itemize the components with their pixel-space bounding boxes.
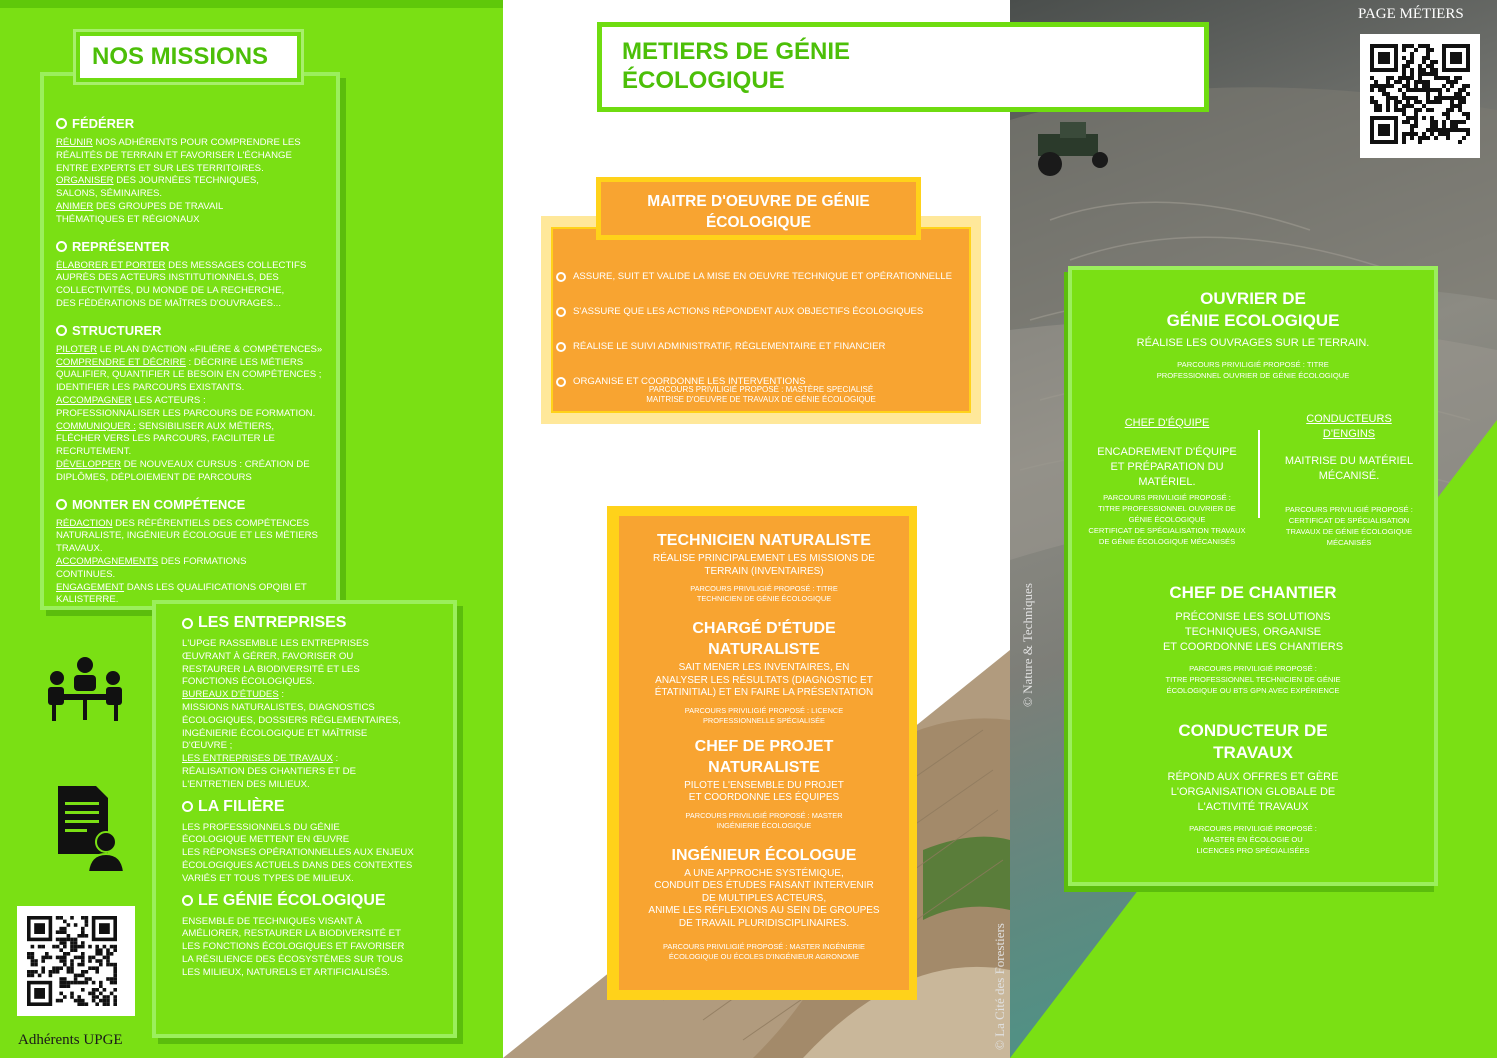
line-text: MISSIONS NATURALISTES, DIAGNOSTICS (182, 701, 375, 713)
column-divider (1258, 430, 1260, 518)
job-parcours (619, 942, 909, 962)
section-line (56, 369, 341, 382)
text-line: DE GÉNIE ÉCOLOGIQUE MÉCANISÉS (1098, 537, 1236, 546)
moe-card (551, 227, 971, 413)
section-line (182, 753, 457, 766)
line-text: ŒUVRANT À GÉRER, FAVORISER OU (182, 650, 354, 662)
missions-title: NOS MISSIONS (92, 43, 269, 70)
text-line: TRAVAUX DE GÉNIE ÉCOLOGIQUE (1285, 527, 1413, 536)
line-text: RÉALISATION DES CHANTIERS ET DE (182, 765, 356, 777)
line-text: ENTRE EXPERTS ET SUR LES TERRITOIRES. (56, 162, 264, 174)
line-text: SENSIBILISER AUX MÉTIERS, (135, 420, 275, 432)
section-heading (182, 798, 457, 816)
qr-code-icon (1360, 34, 1480, 158)
line-text: DES FÉDÉRATIONS DE MAÎTRES D'OUVRAGES... (56, 297, 282, 309)
section-line (182, 651, 457, 664)
text-line: LICENCES PRO SPÉCIALISÉES (1196, 846, 1310, 855)
circle-bullet-icon (56, 325, 67, 336)
section-line (182, 728, 457, 741)
section-line (56, 298, 341, 311)
circle-bullet-icon (56, 499, 67, 510)
conducteur-travaux-section (1072, 720, 1434, 856)
line-text: RECRUTEMENT. (56, 446, 132, 458)
text-line: CHEF DE CHANTIER (1169, 583, 1337, 602)
line-text: AMÉLIORER, RESTAURER LA BIODIVERSITÉ ET (182, 928, 401, 940)
section-line (56, 459, 341, 472)
section-body (56, 260, 341, 311)
job-title-line: INGÉNIEUR ÉCOLOGUE (671, 846, 857, 864)
text-line: PARCOURS PRIVILIGIÉ PROPOSÉ : TITRE (1177, 360, 1329, 369)
underlined-keyword: COMMUNIQUER : (56, 420, 136, 432)
line-text: NOS ADHÉRENTS POUR COMPRENDRE LES (92, 137, 301, 148)
job-parcours-line: PARCOURS PRIVILIGIÉ PROPOSÉ : TITRE (690, 584, 838, 593)
section-line (182, 822, 457, 835)
moe-item-text: ORGANISE ET COORDONNE LES INTERVENTIONS (573, 376, 806, 387)
ouvrier-section (1072, 288, 1434, 381)
job-title (619, 530, 909, 551)
line-text: DES JOURNÉES TECHNIQUES, (113, 175, 259, 187)
section-line (56, 530, 341, 543)
text-line: MASTER EN ÉCOLOGIE OU (1203, 835, 1303, 844)
missions-title-box (76, 32, 301, 82)
moe-items (556, 259, 966, 399)
moe-parcours: PARCOURS PRIVILIGIÉ PROPOSÉ : MASTÈRE SPECIALISÉ MAITRISE D'OEUVRE DE TRAVAUX DE GÉNIE ÉCOLOGIQUE (646, 385, 876, 404)
job-parcours-line: TECHNICIEN DE GÉNIE ÉCOLOGIQUE (696, 594, 832, 603)
section-heading (56, 497, 341, 512)
line-text: KALISTERRE. (56, 594, 119, 606)
ouvrier-card (1068, 266, 1438, 886)
section-line (182, 967, 457, 980)
section-line (56, 357, 341, 370)
line-text: LA RÉSILIENCE DES ÉCOSYSTÈMES SUR TOUS (182, 953, 403, 965)
section-line (56, 285, 341, 298)
section-heading (182, 614, 457, 632)
line-text: : DÉCRIRE LES MÉTIERS (185, 356, 304, 368)
job-title-line: TECHNICIEN NATURALISTE (657, 532, 871, 549)
job-desc-line: A UNE APPROCHE SYSTÉMIQUE, (684, 867, 844, 879)
section-line (182, 766, 457, 779)
line-text: QUALIFIER, QUANTIFIER LE BESOIN EN COMPÉTENCES ; (56, 369, 322, 381)
missions-box (40, 72, 340, 610)
meeting-people-icon (46, 656, 124, 722)
section-line (182, 664, 457, 677)
underlined-keyword: ANIMER (56, 200, 94, 212)
section-line (56, 433, 341, 446)
line-text: IDENTIFIER LES PARCOURS EXISTANTS. (56, 382, 245, 394)
section-line (56, 518, 341, 531)
line-text: L'ENTRETIEN DES MILIEUX. (182, 778, 310, 790)
chef-equipe-desc (1082, 445, 1252, 490)
job-desc-line: ANALYSER LES RÉSULTATS (DIAGNOSTIC ET (655, 674, 873, 686)
job-parcours-line: INGÉNIERIE ÉCOLOGIQUE (716, 820, 812, 830)
line-text: CONTINUES. (56, 568, 116, 580)
chef-equipe-section (1082, 416, 1252, 547)
section-heading-text: FÉDÉRER (72, 116, 135, 131)
section-line (182, 847, 457, 860)
underlined-keyword: ACCOMPAGNER (56, 394, 132, 406)
text-line: ET PRÉPARATION DU (1110, 461, 1224, 473)
job-block (619, 618, 909, 726)
ouvrier-desc: RÉALISE LES OUVRAGES SUR LE TERRAIN. (1136, 337, 1370, 349)
section-line (56, 395, 341, 408)
conducteurs-parcours (1264, 504, 1434, 548)
section-line (56, 214, 341, 227)
moe-title-box (596, 177, 921, 240)
section-line (56, 556, 341, 569)
job-parcours (619, 584, 909, 604)
line-text: NATURALISTE, INGÉNIEUR ÉCOLOGUE ET LES MÉTIERS (56, 530, 318, 542)
line-text: FLÉCHER VERS LES PARCOURS, FACILITER LE (56, 433, 275, 445)
section-line (182, 941, 457, 954)
section-line (182, 834, 457, 847)
job-title-line: CHEF DE PROJET (694, 737, 834, 755)
line-text: SALONS, SÉMINAIRES. (56, 188, 163, 200)
line-text: DES MESSAGES COLLECTIFS (165, 259, 307, 271)
moe-item-text: S'ASSURE QUE LES ACTIONS RÉPONDENT AUX OBJECTIFS ÉCOLOGIQUES (573, 306, 924, 317)
underlined-keyword: BUREAUX D'ÉTUDES (182, 689, 279, 701)
text-line: OUVRIER DE (1200, 289, 1306, 308)
job-parcours (619, 706, 909, 726)
text-line: PARCOURS PRIVILIGIÉ PROPOSÉ : (1189, 664, 1317, 673)
section-body (56, 344, 341, 485)
job-desc (619, 780, 909, 805)
line-text: PROFESSIONNALISER LES PARCOURS DE FORMATION. (56, 407, 316, 419)
job-block (619, 845, 909, 963)
line-text: DIPLÔMES, DÉPLOIEMENT DE PARCOURS (56, 471, 252, 483)
section-line (56, 569, 341, 582)
section-line (56, 175, 341, 188)
text-line: TECHNIQUES, ORGANISE (1184, 626, 1322, 638)
qr-code-icon (17, 906, 135, 1016)
section-heading-text: STRUCTURER (72, 322, 162, 338)
job-parcours-line: PARCOURS PRIVILIGIÉ PROPOSÉ : LICENCE (684, 705, 844, 715)
conducteurs-section (1264, 412, 1434, 548)
document-person-icon (56, 784, 126, 874)
left-panel-top-strip (0, 0, 503, 8)
section-line (182, 860, 457, 873)
underlined-keyword: ÉLABORER ET PORTER (56, 259, 166, 271)
job-title (619, 845, 909, 866)
underlined-keyword: DÉVELOPPER (56, 458, 122, 470)
section-line (182, 873, 457, 886)
underlined-keyword: RÉUNIR (56, 137, 93, 148)
qr-code-left[interactable] (17, 906, 135, 1016)
job-desc-line: TERRAIN (INVENTAIRES) (704, 565, 824, 577)
section-line (56, 137, 341, 150)
job-desc-line: SAIT MENER LES INVENTAIRES, EN (678, 662, 850, 673)
section-line (56, 543, 341, 556)
job-title-line: NATURALISTE (708, 758, 820, 776)
text-line: PRÉCONISE LES SOLUTIONS (1175, 611, 1331, 623)
text-line: MAITRISE DU MATÉRIEL (1284, 455, 1414, 467)
line-text: ENSEMBLE DE TECHNIQUES VISANT À (182, 915, 362, 927)
job-desc-line: ANIME LES RÉFLEXIONS AU SEIN DE GROUPES (648, 905, 880, 916)
section-heading (182, 892, 457, 910)
section-heading-text: LES ENTREPRISES (198, 614, 347, 631)
circle-bullet-icon (556, 307, 566, 317)
line-text: DES FORMATIONS (158, 555, 247, 567)
section-line (182, 916, 457, 929)
circle-bullet-icon (182, 618, 193, 629)
moe-item-text: RÉALISE LE SUIVI ADMINISTRATIF, RÉGLEMENTAIRE ET FINANCIER (573, 341, 886, 352)
job-block (619, 530, 909, 604)
text-line: L'ORGANISATION GLOBALE DE (1170, 786, 1336, 798)
job-desc-line: PILOTE L'ENSEMBLE DU PROJET (684, 779, 844, 791)
section-heading (56, 116, 341, 131)
circle-bullet-icon (56, 241, 67, 252)
text-line: GÉNIE ECOLOGIQUE (1166, 311, 1340, 330)
photo-credit-2: © La Cité des Forestiers (992, 923, 1007, 1050)
section-body (182, 916, 457, 980)
circle-bullet-icon (56, 118, 67, 129)
moe-item (556, 329, 966, 364)
section-heading (56, 323, 341, 338)
line-text: COLLECTIVITÉS, DU MONDE DE LA RECHERCHE, (56, 285, 285, 297)
conducteurs-desc (1264, 454, 1434, 484)
underlined-keyword: LES ENTREPRISES DE TRAVAUX (182, 753, 333, 765)
section-line (56, 201, 341, 214)
naturaliste-card (619, 516, 909, 990)
section-line (56, 446, 341, 459)
line-text: FONCTIONS ÉCOLOGIQUES. (182, 676, 315, 688)
section-line (182, 779, 457, 792)
line-text: LES PROFESSIONNELS DU GÉNIE (182, 821, 340, 833)
section-heading (56, 239, 341, 254)
section-body (182, 822, 457, 886)
circle-bullet-icon (182, 895, 193, 906)
metiers-title-box (597, 22, 1209, 112)
text-line: PARCOURS PRIVILIGIÉ PROPOSÉ : (1285, 505, 1413, 514)
line-text: DES RÉFÉRENTIELS DES COMPÉTENCES (112, 517, 310, 529)
section-line (56, 163, 341, 176)
text-line: ET COORDONNE LES CHANTIERS (1162, 641, 1344, 653)
job-title-line: NATURALISTE (708, 641, 820, 658)
section-line (56, 188, 341, 201)
line-text: RÉALITÉS DE TERRAIN ET FAVORISER L'ÉCHANGE (56, 149, 292, 161)
underlined-keyword: RÉDACTION (56, 517, 113, 529)
section-line (56, 472, 341, 485)
text-line: PARCOURS PRIVILIGIÉ PROPOSÉ : (1103, 493, 1231, 502)
text-line: RÉPOND AUX OFFRES ET GÈRE (1167, 771, 1339, 783)
entreprises-box (152, 600, 457, 1038)
chef-equipe-title: CHEF D'ÉQUIPE (1124, 417, 1210, 429)
section-line (182, 689, 457, 702)
entreprises-content (182, 614, 457, 980)
line-text: LE PLAN D'ACTION «FILIÈRE & COMPÉTENCES» (97, 343, 323, 355)
chef-equipe-parcours (1082, 492, 1252, 547)
section-line (56, 150, 341, 163)
text-line: TRAVAUX (1213, 743, 1293, 762)
chef-chantier-title (1072, 582, 1434, 604)
job-desc-line: DE TRAVAIL PLURIDISCIPLINAIRES. (678, 917, 850, 929)
conducteur-travaux-parcours (1072, 823, 1434, 856)
line-text: TRAVAUX. (56, 543, 103, 555)
line-text: : (278, 689, 285, 701)
text-line: TITRE PROFESSIONNEL TECHNICIEN DE GÉNIE (1165, 675, 1341, 684)
job-desc-line: ET COORDONNE LES ÉQUIPES (688, 792, 840, 803)
text-line: GÉNIE ÉCOLOGIQUE (1128, 515, 1206, 524)
section-line (182, 702, 457, 715)
job-desc-line: DE MULTIPLES ACTEURS, (701, 892, 827, 904)
text-line: CONDUCTEURS (1306, 413, 1392, 425)
job-desc-line: CONDUIT DES ÉTUDES FAISANT INTERVENIR (654, 880, 874, 891)
line-text: RESTAURER LA BIODIVERSITÉ ET LES (182, 663, 360, 675)
text-line: TITRE PROFESSIONNEL OUVRIER DE (1098, 504, 1236, 513)
job-desc (619, 868, 909, 931)
ouvrier-title (1072, 288, 1434, 332)
line-text: ÉCOLOGIQUE METTENT EN ŒUVRE (182, 834, 350, 846)
circle-bullet-icon (556, 272, 566, 282)
section-line (56, 582, 341, 595)
section-line (56, 408, 341, 421)
section-line (182, 928, 457, 941)
moe-item (556, 294, 966, 329)
line-text: L'UPGE RASSEMBLE LES ENTREPRISES (182, 638, 369, 649)
section-heading-text: REPRÉSENTER (72, 238, 170, 254)
section-heading-text: LA FILIÈRE (198, 797, 285, 815)
job-desc-line: ÉTATINITIAL) ET EN FAIRE LA PRÉSENTATION (654, 687, 874, 698)
job-parcours-line: PROFESSIONNELLE SPÉCIALISÉE (703, 715, 825, 725)
photo-credit-1: © Nature & Techniques (1020, 583, 1035, 707)
job-desc (619, 662, 909, 700)
qr-code-right[interactable] (1360, 34, 1480, 158)
text-line: PROFESSIONNEL OUVRIER DE GÉNIE ÉCOLOGIQUE (1156, 371, 1350, 380)
line-text: ÉCOLOGIQUES ACTUELS DANS DES CONTEXTES (182, 859, 413, 871)
conducteur-travaux-title (1072, 720, 1434, 764)
chef-chantier-parcours (1072, 663, 1434, 696)
underlined-keyword: PILOTER (56, 343, 98, 355)
job-parcours (619, 811, 909, 831)
circle-bullet-icon (556, 342, 566, 352)
job-title (619, 618, 909, 660)
section-line (182, 676, 457, 689)
conducteur-travaux-desc (1072, 770, 1434, 815)
section-body (56, 137, 341, 227)
section-body (56, 518, 341, 608)
text-line: CERTIFICAT DE SPÉCIALISATION TRAVAUX (1088, 526, 1246, 535)
text-line: CERTIFICAT DE SPÉCIALISATION (1288, 516, 1410, 525)
section-heading-text: MONTER EN COMPÉTENCE (72, 496, 246, 512)
underlined-keyword: ENGAGEMENT (56, 581, 125, 593)
section-line (56, 260, 341, 273)
section-line (182, 638, 457, 651)
section-line (182, 715, 457, 728)
text-line: D'ENGINS (1322, 428, 1376, 440)
job-title (619, 736, 909, 778)
line-text: DE NOUVEAUX CURSUS : CRÉATION DE (121, 458, 310, 470)
adherents-label: Adhérents UPGE (18, 1032, 123, 1048)
moe-title: MAITRE D'OEUVRE DE GÉNIE ÉCOLOGIQUE (647, 193, 870, 231)
section-line (56, 344, 341, 357)
line-text: D'ŒUVRE ; (182, 740, 233, 752)
conducteurs-title (1264, 412, 1434, 442)
job-desc-line: RÉALISE PRINCIPALEMENT LES MISSIONS DE (653, 553, 875, 564)
page-metiers-label: PAGE MÉTIERS (1358, 6, 1464, 22)
text-line: MÉCANISÉS (1326, 538, 1372, 547)
line-text: INGÉNIERIE ÉCOLOGIQUE ET MAÎTRISE (182, 727, 368, 739)
underlined-keyword: COMPRENDRE ET DÉCRIRE (56, 356, 186, 368)
section-line (56, 382, 341, 395)
line-text: LES FONCTIONS ÉCOLOGIQUES ET FAVORISER (182, 941, 405, 953)
line-text: DES GROUPES DE TRAVAIL (93, 200, 224, 212)
jobs-list (619, 530, 909, 962)
section-body (182, 638, 457, 792)
text-line: PARCOURS PRIVILIGIÉ PROPOSÉ : (1189, 824, 1317, 833)
line-text: LES MILIEUX, NATURELS ET ARTIFICIALISÉS. (182, 966, 390, 978)
missions-content (56, 116, 341, 607)
text-line: CONDUCTEUR DE (1178, 721, 1328, 740)
metiers-title: METIERS DE GÉNIE ÉCOLOGIQUE (622, 38, 851, 94)
line-text: LES ACTEURS : (131, 394, 206, 406)
job-desc (619, 553, 909, 578)
job-block (619, 736, 909, 831)
underlined-keyword: ORGANISER (56, 175, 114, 187)
text-line: MATÉRIEL. (1138, 476, 1196, 488)
ouvrier-parcours (1072, 359, 1434, 381)
text-line: ÉCOLOGIQUE OU BTS GPN AVEC EXPÉRIENCE (1166, 686, 1340, 695)
line-text: AUPRÈS DES ACTEURS INSTITUTIONNELS, DES (56, 272, 279, 284)
section-line (182, 954, 457, 967)
line-text: ÉCOLOGIQUES, DOSSIERS RÉGLEMENTAIRES, (182, 714, 401, 726)
circle-bullet-icon (182, 801, 193, 812)
line-text: LES RÉPONSES OPÉRATIONNELLES AUX ENJEUX (182, 847, 414, 859)
section-line (56, 272, 341, 285)
moe-item-text: ASSURE, SUIT ET VALIDE LA MISE EN OEUVRE TECHNIQUE ET OPÉRATIONNELLE (573, 271, 953, 282)
job-parcours-line: ÉCOLOGIQUE OU ÉCOLES D'INGÉNIEUR AGRONOME (668, 952, 860, 961)
job-title-line: CHARGÉ D'ÉTUDE (692, 620, 836, 637)
line-text: THÉMATIQUES ET RÉGIONAUX (56, 213, 200, 225)
chef-chantier-section (1072, 582, 1434, 696)
underlined-keyword: ACCOMPAGNEMENTS (56, 555, 159, 567)
chef-chantier-desc (1072, 610, 1434, 655)
section-line (182, 740, 457, 753)
line-text: DANS LES QUALIFICATIONS OPQIBI ET (124, 581, 307, 593)
line-text: VARIÉS ET TOUS TYPES DE MILIEUX. (182, 872, 354, 884)
text-line: MÉCANISÉ. (1318, 470, 1380, 482)
line-text: : (332, 753, 339, 765)
job-parcours-line: PARCOURS PRIVILIGIÉ PROPOSÉ : MASTER (685, 810, 843, 820)
section-line (56, 421, 341, 434)
text-line: L'ACTIVITÉ TRAVAUX (1197, 801, 1309, 813)
job-parcours-line: PARCOURS PRIVILIGIÉ PROPOSÉ : MASTER INGÉNIERIE (663, 942, 865, 951)
section-heading-text: LE GÉNIE ÉCOLOGIQUE (198, 891, 386, 909)
text-line: ENCADREMENT D'ÉQUIPE (1097, 446, 1237, 458)
moe-item (556, 259, 966, 294)
